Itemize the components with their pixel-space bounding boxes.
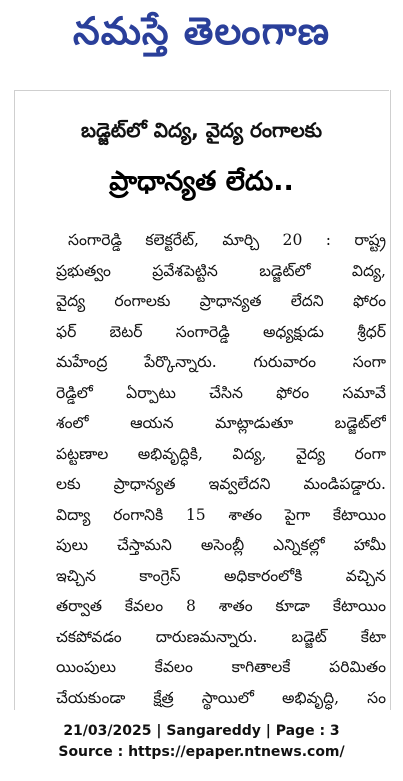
masthead — [0, 0, 403, 72]
article-headline: ప్రాధాన్యత లేదు.. — [109, 166, 294, 197]
footer-date-line: 21/03/2025 | Sangareddy | Page : 3 — [63, 723, 340, 739]
article-body-line: ఫర్ బెటర్ సంగారెడ్డి అధ్యక్షుడు శ్రీధర్ — [56, 322, 386, 341]
article-body-line: ఇచ్చిన కాంగ్రెస్ అధికారంలోకి వచ్చిన — [56, 566, 386, 585]
article-body — [56, 225, 386, 710]
article-body-line: రెడ్డిలో ఏర్పాటు చేసిన ఫోరం సమావే — [56, 383, 386, 402]
article-body-line: సంగారెడ్డి కలెక్టరేట్, మార్చి 20 : రాష్ట్ర — [68, 231, 386, 249]
article-body-line: లకు ప్రాధాన్యత ఇవ్వలేదని మండిపడ్డారు. — [56, 475, 386, 493]
clipping-top-border — [14, 90, 389, 91]
footer-source-line: Source : https://epaper.ntnews.com/ — [58, 744, 345, 760]
article-kicker: బడ్జెట్‌లో విద్య, వైద్య రంగాలకు — [81, 118, 322, 142]
article-body-line: ప్రభుత్వం ప్రవేశపెట్టిన బడ్జెట్‌లో విద్య, — [56, 261, 386, 280]
article-body-line: శంలో ఆయన మాట్లాడుతూ బడ్జెట్‌లో — [56, 414, 386, 432]
article-body-line: మహేంద్ర పేర్కొన్నారు. గురువారం సంగా — [56, 353, 386, 371]
article-body-line: విద్యా రంగానికి 15 శాతం పైగా కేటాయిం — [56, 505, 386, 524]
article-body-line: పట్టణాల అభివృద్ధికి, విద్య, వైద్య రంగా — [56, 444, 386, 463]
article-body-line: చేయకుండా క్షేత్ర స్థాయిలో అభివృద్ధి, సం — [56, 688, 386, 707]
article-body-line: తర్వాత కేవలం 8 శాతం కూడా కేటాయిం — [56, 597, 386, 615]
article-body-line: వైద్య రంగాలకు ప్రాధాన్యత లేదని ఫోరం — [56, 292, 386, 310]
newspaper-logo: నమస్తే తెలంగాణ — [73, 9, 330, 53]
article-body-line: పులు చేస్తామని అసెంబ్లీ ఎన్నికల్లో హామీ — [56, 536, 386, 554]
article-body-line: యింపులు కేవలం కాగితాలకే పరిమితం — [56, 658, 386, 676]
article-body-line: చకపోవడం దారుణమన్నారు. బడ్జెట్ కేటా — [56, 627, 386, 646]
